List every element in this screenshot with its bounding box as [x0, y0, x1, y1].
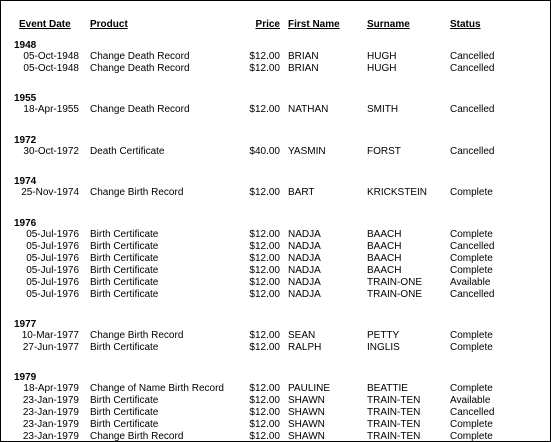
cell-status: Available	[450, 277, 491, 288]
year-label: 1979	[14, 372, 37, 383]
header-event-date: Event Date	[19, 19, 71, 30]
cell-event-date: 05-Jul-1976	[26, 277, 79, 288]
cell-price: $12.00	[249, 187, 280, 198]
cell-price: $12.00	[249, 431, 280, 442]
cell-surname: HUGH	[367, 63, 397, 74]
cell-status: Available	[450, 395, 491, 406]
cell-first-name: SHAWN	[288, 419, 325, 430]
cell-status: Complete	[450, 253, 493, 264]
cell-status: Complete	[450, 187, 493, 198]
cell-surname: TRAIN-TEN	[367, 419, 421, 430]
cell-surname: SMITH	[367, 104, 399, 115]
cell-surname: TRAIN-TEN	[367, 395, 421, 406]
cell-event-date: 25-Nov-1974	[21, 187, 79, 198]
cell-first-name: BRIAN	[288, 63, 319, 74]
cell-surname: BAACH	[367, 241, 402, 252]
cell-product: Change Birth Record	[90, 187, 184, 198]
cell-event-date: 18-Apr-1955	[23, 104, 79, 115]
cell-product: Change of Name Birth Record	[90, 383, 224, 394]
table-row	[1, 51, 550, 63]
cell-product: Change Birth Record	[90, 330, 184, 341]
cell-product: Birth Certificate	[90, 407, 159, 418]
cell-surname: TRAIN-TEN	[367, 407, 421, 418]
cell-event-date: 30-Oct-1972	[23, 146, 79, 157]
table-row	[1, 395, 550, 407]
table-row	[1, 419, 550, 431]
table-row	[1, 253, 550, 265]
cell-product: Death Certificate	[90, 146, 165, 157]
cell-status: Complete	[450, 229, 493, 240]
table-row	[1, 431, 550, 442]
cell-product: Birth Certificate	[90, 342, 159, 353]
cell-event-date: 05-Jul-1976	[26, 253, 79, 264]
year-label: 1977	[14, 319, 37, 330]
cell-event-date: 23-Jan-1979	[22, 431, 79, 442]
cell-status: Cancelled	[450, 146, 495, 157]
cell-product: Birth Certificate	[90, 395, 159, 406]
cell-product: Change Death Record	[90, 63, 190, 74]
cell-event-date: 05-Oct-1948	[23, 51, 79, 62]
cell-price: $12.00	[249, 289, 280, 300]
cell-status: Cancelled	[450, 407, 495, 418]
table-row	[1, 330, 550, 342]
report-header-row	[1, 19, 550, 31]
cell-first-name: NATHAN	[288, 104, 329, 115]
table-row	[1, 277, 550, 289]
cell-surname: BEATTIE	[367, 383, 408, 394]
cell-price: $12.00	[249, 419, 280, 430]
cell-price: $12.00	[249, 330, 280, 341]
cell-status: Complete	[450, 342, 493, 353]
year-label: 1948	[14, 40, 37, 51]
cell-price: $12.00	[249, 229, 280, 240]
header-status: Status	[450, 19, 481, 30]
cell-status: Cancelled	[450, 51, 495, 62]
cell-price: $12.00	[249, 241, 280, 252]
header-price: Price	[255, 19, 280, 30]
cell-status: Complete	[450, 419, 493, 430]
cell-price: $12.00	[249, 342, 280, 353]
table-row	[1, 383, 550, 395]
cell-product: Birth Certificate	[90, 229, 159, 240]
cell-first-name: NADJA	[288, 289, 321, 300]
header-first-name: First Name	[288, 19, 340, 30]
cell-first-name: BART	[288, 187, 315, 198]
cell-first-name: RALPH	[288, 342, 322, 353]
cell-first-name: NADJA	[288, 253, 321, 264]
cell-event-date: 05-Jul-1976	[26, 289, 79, 300]
cell-status: Complete	[450, 330, 493, 341]
cell-surname: BAACH	[367, 229, 402, 240]
cell-first-name: SEAN	[288, 330, 316, 341]
cell-surname: BAACH	[367, 253, 402, 264]
cell-status: Complete	[450, 431, 493, 442]
cell-first-name: YASMIN	[288, 146, 326, 157]
cell-status: Complete	[450, 383, 493, 394]
cell-surname: FORST	[367, 146, 401, 157]
cell-first-name: PAULINE	[288, 383, 331, 394]
cell-event-date: 05-Jul-1976	[26, 265, 79, 276]
cell-event-date: 10-Mar-1977	[21, 330, 79, 341]
cell-event-date: 23-Jan-1979	[22, 419, 79, 430]
table-row	[1, 241, 550, 253]
header-surname: Surname	[367, 19, 410, 30]
cell-first-name: SHAWN	[288, 407, 325, 418]
year-label: 1955	[14, 93, 37, 104]
cell-product: Birth Certificate	[90, 253, 159, 264]
cell-surname: PETTY	[367, 330, 400, 341]
table-row	[1, 342, 550, 354]
cell-price: $12.00	[249, 395, 280, 406]
cell-event-date: 23-Jan-1979	[22, 407, 79, 418]
cell-surname: TRAIN-TEN	[367, 431, 421, 442]
table-row	[1, 146, 550, 158]
cell-event-date: 18-Apr-1979	[23, 383, 79, 394]
cell-first-name: NADJA	[288, 265, 321, 276]
cell-event-date: 05-Oct-1948	[23, 63, 79, 74]
cell-product: Birth Certificate	[90, 277, 159, 288]
table-row	[1, 407, 550, 419]
cell-event-date: 05-Jul-1976	[26, 241, 79, 252]
year-label: 1974	[14, 176, 37, 187]
cell-surname: TRAIN-ONE	[367, 289, 422, 300]
cell-product: Birth Certificate	[90, 289, 159, 300]
year-label: 1972	[14, 135, 37, 146]
cell-first-name: SHAWN	[288, 395, 325, 406]
table-row	[1, 265, 550, 277]
cell-price: $12.00	[249, 407, 280, 418]
cell-product: Change Birth Record	[90, 431, 184, 442]
cell-price: $12.00	[249, 51, 280, 62]
cell-price: $12.00	[249, 383, 280, 394]
table-row	[1, 104, 550, 116]
cell-product: Birth Certificate	[90, 419, 159, 430]
cell-first-name: NADJA	[288, 277, 321, 288]
cell-status: Cancelled	[450, 241, 495, 252]
cell-price: $12.00	[249, 104, 280, 115]
cell-surname: KRICKSTEIN	[367, 187, 428, 198]
cell-price: $12.00	[249, 253, 280, 264]
cell-price: $40.00	[249, 146, 280, 157]
cell-first-name: NADJA	[288, 241, 321, 252]
cell-status: Cancelled	[450, 104, 495, 115]
cell-surname: HUGH	[367, 51, 397, 62]
table-row	[1, 229, 550, 241]
table-row	[1, 187, 550, 199]
cell-surname: TRAIN-ONE	[367, 277, 422, 288]
year-label: 1976	[14, 218, 37, 229]
cell-status: Cancelled	[450, 289, 495, 300]
cell-first-name: BRIAN	[288, 51, 319, 62]
cell-price: $12.00	[249, 63, 280, 74]
table-row	[1, 63, 550, 75]
cell-product: Birth Certificate	[90, 265, 159, 276]
cell-event-date: 23-Jan-1979	[22, 395, 79, 406]
cell-price: $12.00	[249, 265, 280, 276]
cell-product: Birth Certificate	[90, 241, 159, 252]
cell-status: Complete	[450, 265, 493, 276]
cell-event-date: 27-Jun-1977	[22, 342, 79, 353]
table-row	[1, 289, 550, 301]
cell-status: Cancelled	[450, 63, 495, 74]
cell-product: Change Death Record	[90, 51, 190, 62]
cell-event-date: 05-Jul-1976	[26, 229, 79, 240]
cell-product: Change Death Record	[90, 104, 190, 115]
cell-price: $12.00	[249, 277, 280, 288]
cell-first-name: NADJA	[288, 229, 321, 240]
cell-surname: BAACH	[367, 265, 402, 276]
cell-surname: INGLIS	[367, 342, 400, 353]
header-product: Product	[90, 19, 128, 30]
cell-first-name: SHAWN	[288, 431, 325, 442]
